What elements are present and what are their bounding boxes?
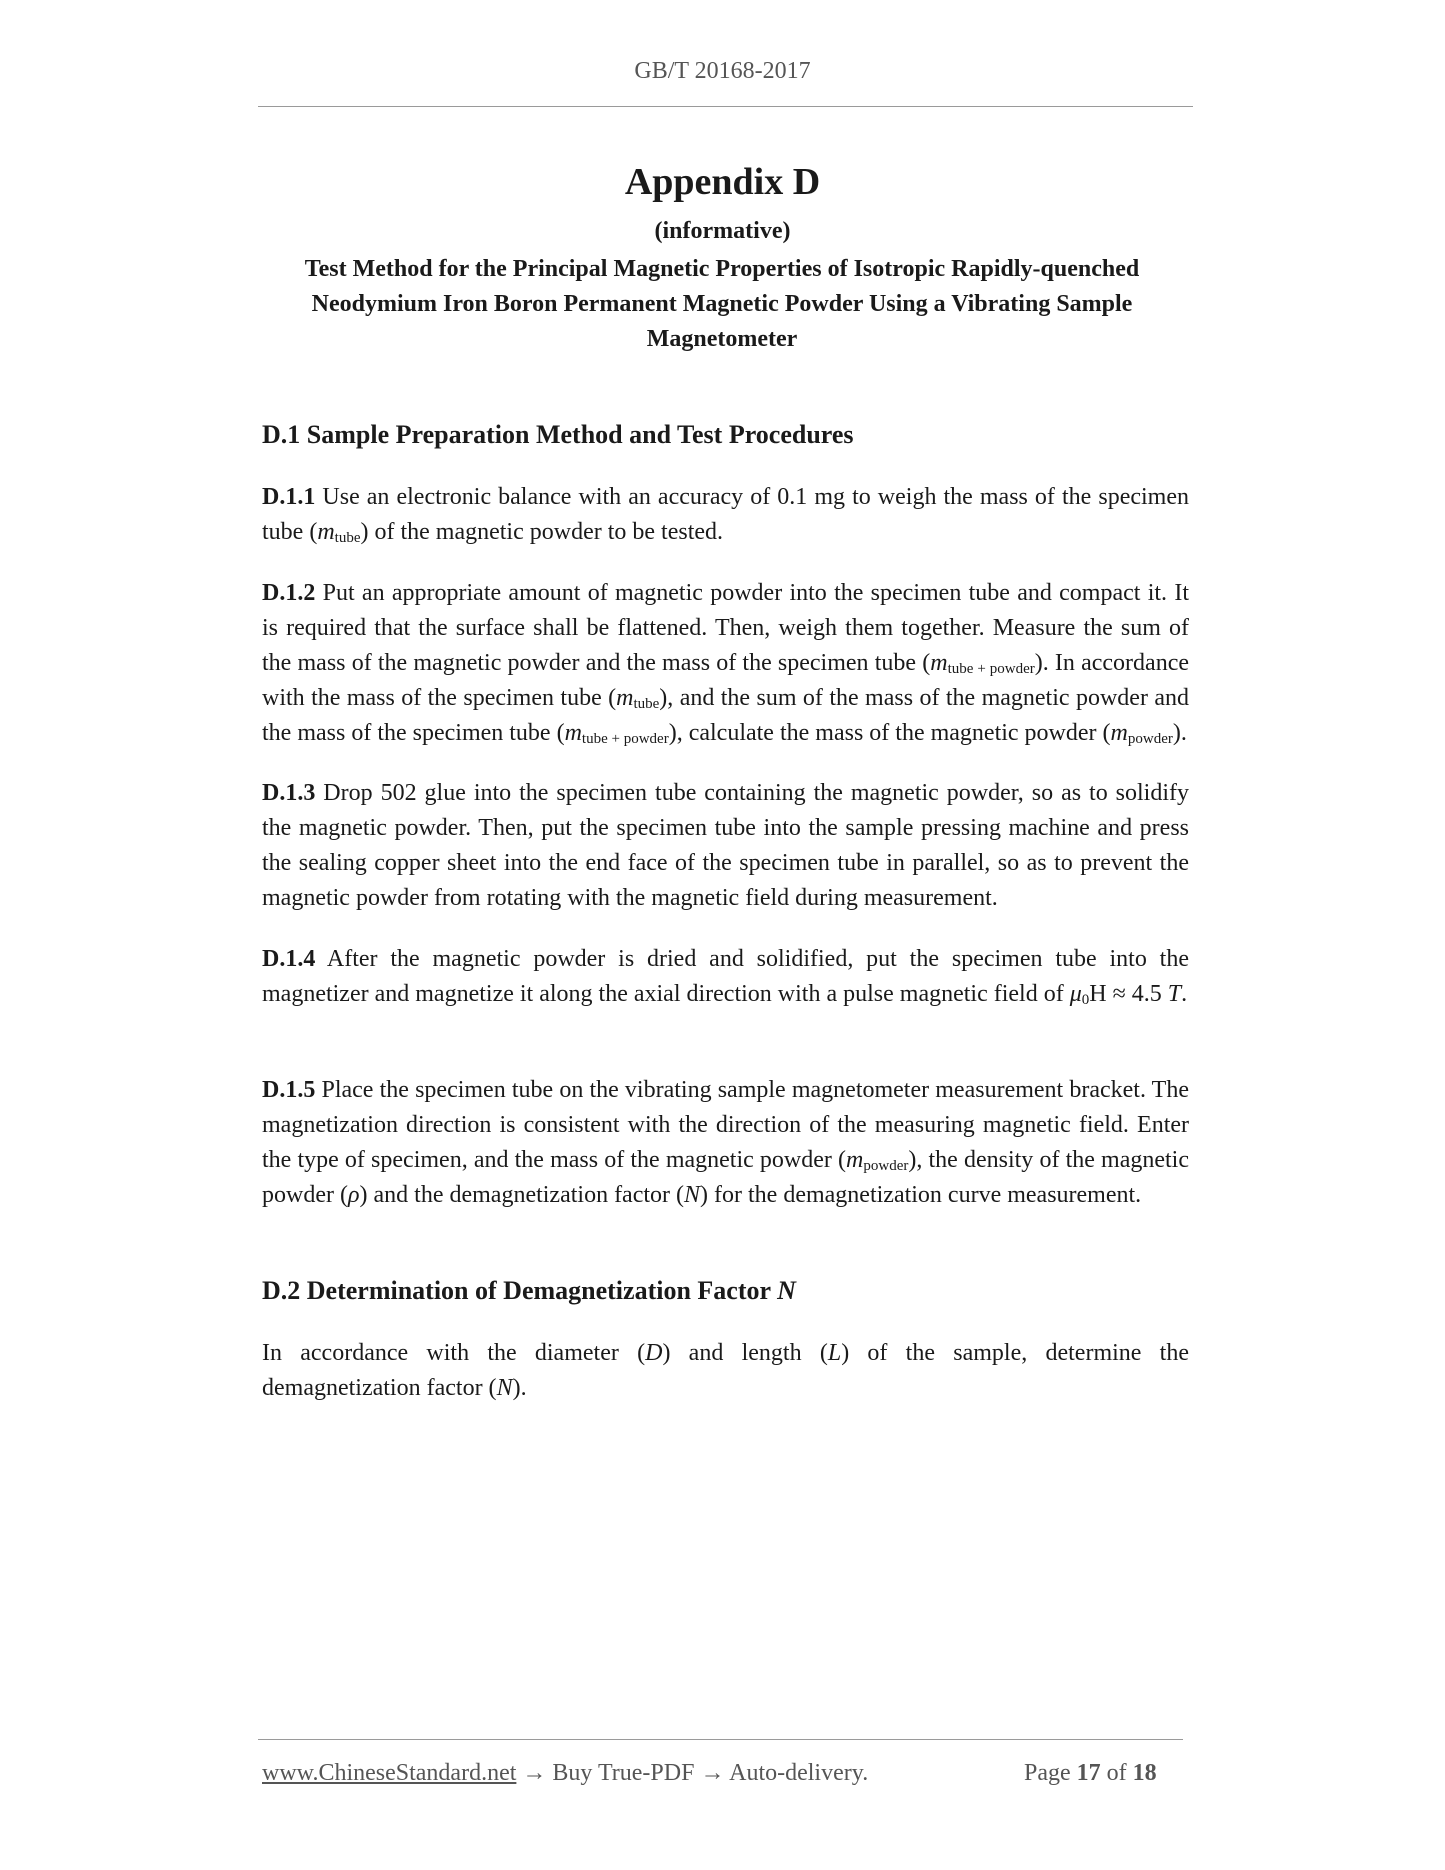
text: ) of the sample, determine the demagnetization factor (: [262, 1340, 1190, 1401]
page-number: [1024, 1760, 1157, 1787]
math-var: m: [564, 720, 582, 746]
subscript: powder: [1127, 731, 1173, 747]
header-rule: [258, 106, 1193, 107]
math-var: ρ: [347, 1182, 360, 1208]
text: After the magnetic powder is dried and solidified, put the specimen tube into the magnetizer and magnetize it along the axial direction with a pulse magnetic field of: [262, 946, 1189, 1007]
subscript: tube + powder: [581, 731, 669, 747]
header-standard-code: GB/T 20168-2017: [634, 58, 811, 84]
subscript: tube + powder: [947, 661, 1035, 677]
paragraph-d1-3: [262, 776, 1189, 916]
footer-rule: [258, 1739, 1183, 1740]
unit: T: [1167, 981, 1182, 1007]
math-var: N: [496, 1375, 513, 1401]
math-var: m: [616, 685, 634, 711]
section-d1-heading: D.1 Sample Preparation Method and Test Procedures: [262, 420, 854, 449]
math-var: m: [317, 519, 335, 545]
current-page: 17: [1076, 1760, 1101, 1786]
math-var: L: [827, 1340, 842, 1366]
text: ) for the demagnetization curve measurement.: [700, 1182, 1142, 1208]
document-title: Test Method for the Principal Magnetic Properties of Isotropic Rapidly-quenched Neodymium Iron Boron Permanent Magnetic Powder Using a Vibrating Sample Magnetometer: [304, 256, 1140, 352]
text: Drop 502 glue into the specimen tube containing the magnetic powder, so as to solidify the magnetic powder. Then, put the specimen tube into the sample pressing machine and press the sealing copper sheet into the end face of the specimen tube in parallel, so as to prevent the magnetic powder from rotating with the magnetic field during measurement.: [262, 780, 1189, 911]
math-var: N: [777, 1276, 796, 1305]
math-var: N: [684, 1182, 701, 1208]
website-link[interactable]: www.ChineseStandard.net: [262, 1760, 517, 1786]
text: Place the specimen tube on the vibrating sample magnetometer measurement bracket. The magnetization direction is consistent with the direction of the measuring magnetic field. Enter the type of specimen, and the mass of the magnetic powder (: [262, 1077, 1189, 1173]
footer-promo: [262, 1760, 868, 1787]
text: ), and the sum of the mass of the magnetic powder and the mass of the specimen tube (: [262, 685, 1190, 746]
total-pages: 18: [1132, 1760, 1157, 1786]
text: .: [1181, 981, 1188, 1007]
text: ).: [512, 1375, 527, 1401]
text: ), calculate the mass of the magnetic powder (: [668, 720, 1111, 746]
text: Page: [1024, 1760, 1077, 1786]
text: ), the density of the magnetic powder (: [262, 1147, 1189, 1208]
clause-number: D.1.2: [262, 580, 316, 606]
clause-number: D.1.3: [262, 780, 316, 806]
text: D.2 Determination of Demagnetization Factor: [262, 1276, 778, 1305]
appendix-type: (informative): [654, 218, 791, 244]
subscript: tube: [633, 696, 660, 712]
paragraph-d1-5: [262, 1073, 1189, 1213]
text: Put an appropriate amount of magnetic powder into the specimen tube and compact it. It is required that the surface shall be flattened. Then, weigh them together. Measure the sum of the mass of the magnetic powder and the mass of the specimen tube (: [262, 580, 1189, 676]
math-var: m: [930, 650, 948, 676]
clause-number: D.1.5: [262, 1077, 316, 1103]
math-var: m: [846, 1147, 864, 1173]
text: Use an electronic balance with an accuracy of 0.1 mg to weigh the mass of the specimen tube (: [262, 484, 1189, 545]
subscript: 0: [1081, 992, 1090, 1008]
appendix-title: Appendix D: [624, 161, 821, 203]
subscript: powder: [863, 1158, 909, 1174]
paragraph-d1-4: [262, 942, 1189, 1012]
paragraph-d1-1: [262, 480, 1189, 550]
math-var: D: [645, 1340, 663, 1366]
text: ) and the demagnetization factor (: [359, 1182, 685, 1208]
paragraph-d2: [262, 1336, 1189, 1406]
text: ). In accordance with the mass of the specimen tube (: [262, 650, 1189, 711]
text: ).: [1172, 720, 1187, 746]
text: → Buy True-PDF → Auto-delivery.: [516, 1760, 869, 1786]
clause-number: D.1.4: [262, 946, 316, 972]
text: ) of the magnetic powder to be tested.: [360, 519, 724, 545]
math-var: μ: [1069, 981, 1082, 1007]
math-var: m: [1110, 720, 1128, 746]
text: H ≈ 4.5: [1089, 981, 1168, 1007]
clause-number: D.1.1: [262, 484, 316, 510]
text: In accordance with the diameter (: [262, 1340, 646, 1366]
paragraph-d1-2: [262, 576, 1189, 751]
text: ) and length (: [662, 1340, 828, 1366]
subscript: tube: [334, 530, 361, 546]
text: of: [1100, 1760, 1133, 1786]
section-d2-heading: [262, 1276, 796, 1306]
